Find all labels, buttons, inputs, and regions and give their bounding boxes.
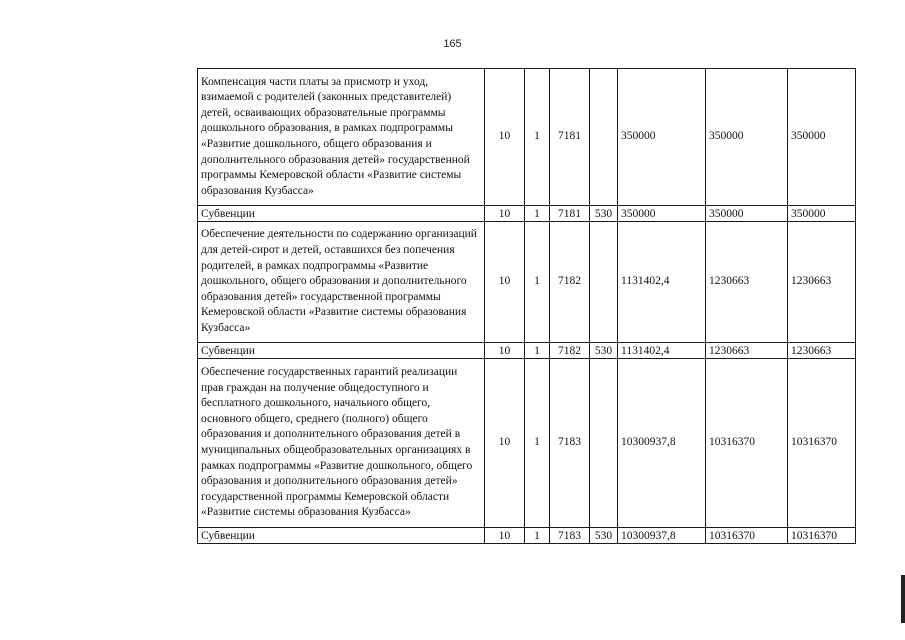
target-code: 7182 — [550, 222, 590, 343]
subsection-code: 1 — [525, 222, 550, 343]
section-code: 10 — [485, 359, 525, 528]
expense-type-code — [590, 69, 618, 206]
amount-2023: 10316370 — [788, 528, 856, 544]
subsection-code: 1 — [525, 69, 550, 206]
amount-2023: 1230663 — [788, 343, 856, 359]
section-code: 10 — [485, 343, 525, 359]
amount-2021: 350000 — [618, 69, 706, 206]
expense-type-code: 530 — [590, 206, 618, 222]
subsection-code: 1 — [525, 343, 550, 359]
amount-2023: 1230663 — [788, 222, 856, 343]
section-code: 10 — [485, 206, 525, 222]
table-row — [198, 528, 856, 544]
expense-name: Субвенции — [198, 343, 485, 359]
expense-name: Обеспечение государственных гарантий реализации прав граждан на получение общедоступного и бесплатного дошкольного, начального общего, основного общего, среднего (полного) общего образования и дополнительного образования детей в муниципальных общеобразовательных организациях в рамках подпрограммы «Развитие дошкольного, общего образования и дополнительного образования детей» государственной программы Кемеровской области «Развитие системы образования Кузбасса» — [198, 359, 485, 528]
expense-name: Компенсация части платы за присмотр и уход, взимаемой с родителей (законных представителей) детей, осваивающих образовательные программы дошкольного образования, в рамках подпрограммы «Развитие дошкольного, общего образования и дополнительного образования детей» государственной программы Кемеровской области «Развитие системы образования Кузбасса» — [198, 69, 485, 206]
amount-2023: 10316370 — [788, 359, 856, 528]
amount-2021: 1131402,4 — [618, 222, 706, 343]
page-number: 165 — [443, 38, 462, 50]
amount-2022: 10316370 — [706, 359, 788, 528]
target-code: 7181 — [550, 69, 590, 206]
amount-2021: 10300937,8 — [618, 528, 706, 544]
table-row — [198, 359, 856, 528]
table-row — [198, 222, 856, 343]
amount-2022: 1230663 — [706, 222, 788, 343]
expense-name: Обеспечение деятельности по содержанию организаций для детей-сирот и детей, оставшихся без попечения родителей, в рамках подпрограммы «Развитие дошкольного, общего образования и дополнительного образования детей» государственной программы Кемеровской области «Развитие системы образования Кузбасса» — [198, 222, 485, 343]
amount-2021: 350000 — [618, 206, 706, 222]
subsection-code: 1 — [525, 359, 550, 528]
scan-edge-mark — [901, 575, 905, 623]
subsection-code: 1 — [525, 528, 550, 544]
expense-type-code — [590, 359, 618, 528]
amount-2021: 10300937,8 — [618, 359, 706, 528]
amount-2022: 350000 — [706, 206, 788, 222]
target-code: 7182 — [550, 343, 590, 359]
budget-table — [197, 68, 856, 544]
section-code: 10 — [485, 222, 525, 343]
expense-type-code: 530 — [590, 528, 618, 544]
target-code: 7181 — [550, 206, 590, 222]
target-code: 7183 — [550, 359, 590, 528]
expense-type-code: 530 — [590, 343, 618, 359]
amount-2023: 350000 — [788, 206, 856, 222]
expense-name: Субвенции — [198, 206, 485, 222]
amount-2023: 350000 — [788, 69, 856, 206]
subsection-code: 1 — [525, 206, 550, 222]
expense-name: Субвенции — [198, 528, 485, 544]
table-row — [198, 69, 856, 206]
table-row — [198, 343, 856, 359]
amount-2022: 10316370 — [706, 528, 788, 544]
table-row — [198, 206, 856, 222]
amount-2021: 1131402,4 — [618, 343, 706, 359]
amount-2022: 1230663 — [706, 343, 788, 359]
expense-type-code — [590, 222, 618, 343]
section-code: 10 — [485, 69, 525, 206]
amount-2022: 350000 — [706, 69, 788, 206]
section-code: 10 — [485, 528, 525, 544]
target-code: 7183 — [550, 528, 590, 544]
